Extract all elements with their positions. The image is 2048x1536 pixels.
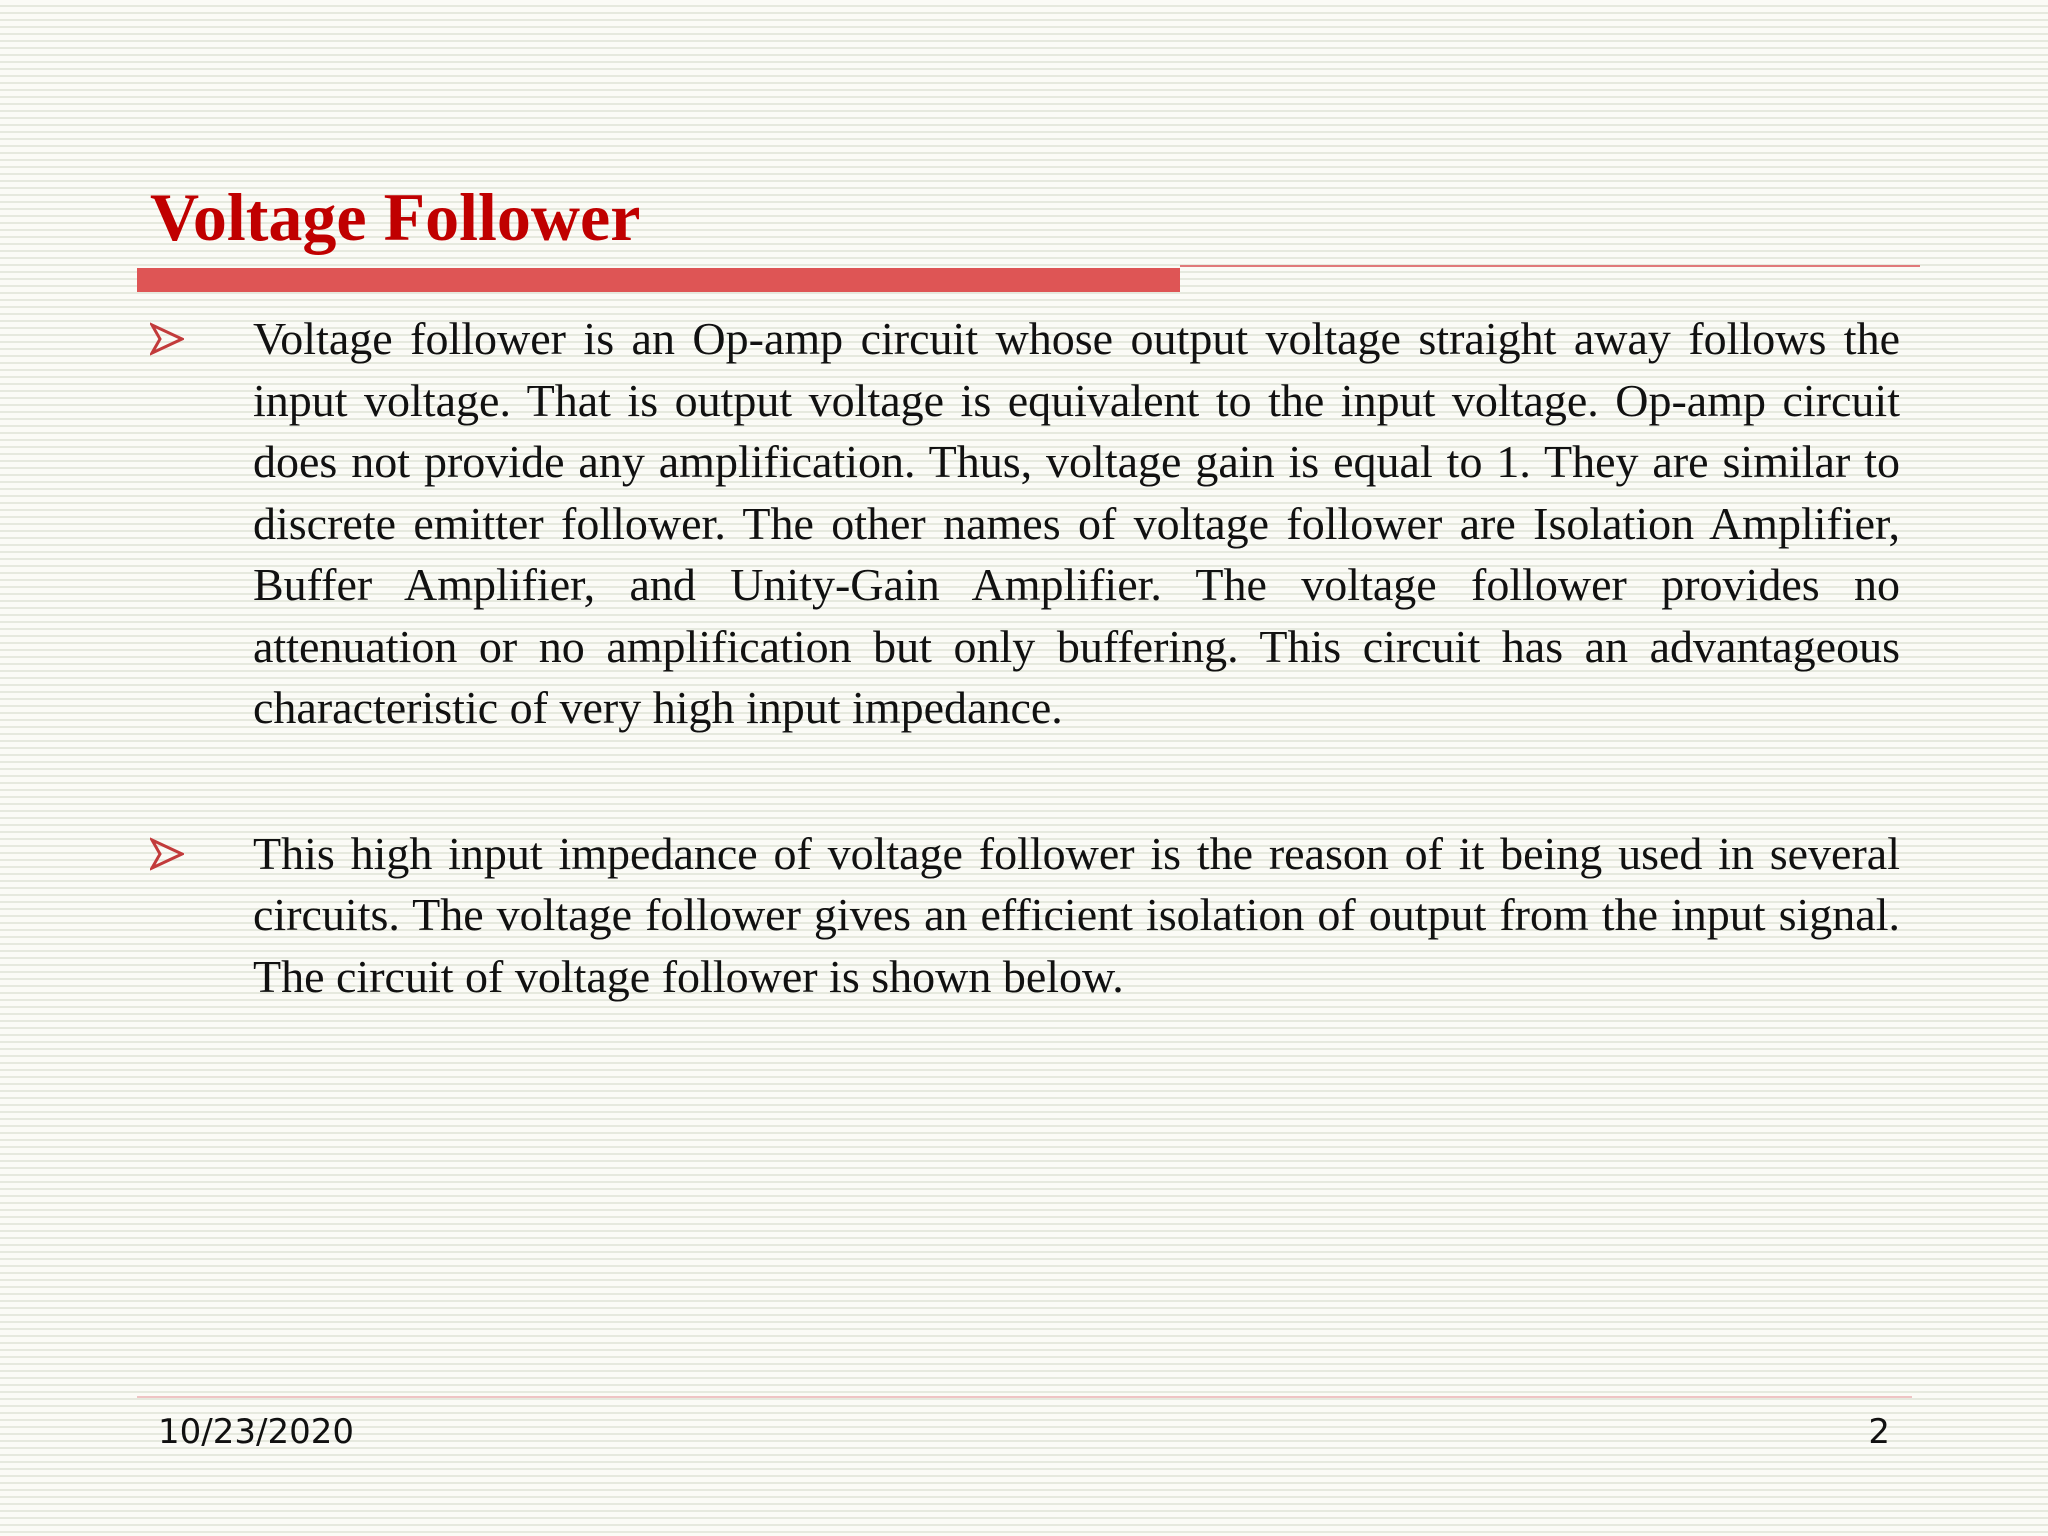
bullet-list (150, 308, 1900, 1007)
arrowhead-bullet-icon (150, 322, 184, 356)
footer-divider (137, 1396, 1912, 1398)
title-underline-rule (1180, 265, 1920, 267)
footer-date: 10/23/2020 (158, 1412, 354, 1452)
arrowhead-bullet-icon (150, 837, 184, 871)
bullet-text: This high input impedance of voltage follower is the reason of it being used in several circuits. The voltage follower gives an efficient isolation of output from the input signal. The circuit of voltage follower is shown below. (253, 827, 1900, 1002)
bullet-item (150, 823, 1900, 1008)
bullet-text: Voltage follower is an Op-amp circuit whose output voltage straight away follows the input voltage. That is output voltage is equivalent to the input voltage. Op-amp circuit does not provide any amplification. Thus, voltage gain is equal to 1. They are similar to discrete emitter follower. The other names of voltage follower are Isolation Amplifier, Buffer Amplifier, and Unity-Gain Amplifier. The voltage follower provides no attenuation or no amplification but only buffering. This circuit has an advantageous characteristic of very high input impedance. (253, 313, 1900, 733)
slide-title: Voltage Follower (150, 179, 641, 255)
bullet-item (150, 308, 1900, 739)
slide-number: 2 (1868, 1412, 1890, 1452)
title-underline-bar (137, 268, 1180, 292)
